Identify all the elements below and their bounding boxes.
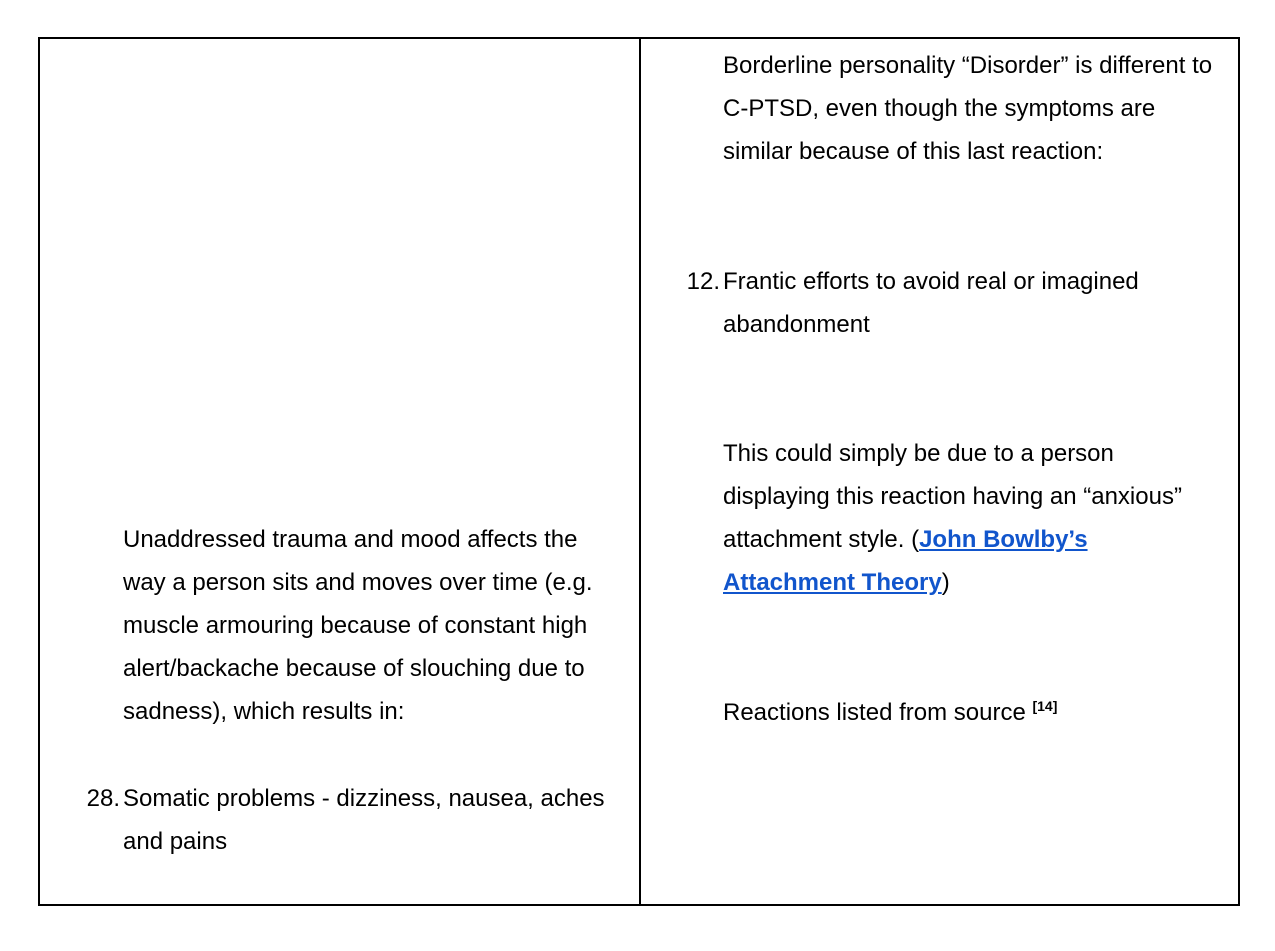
list-item-somatic-problems: Somatic problems - dizziness, nausea, aches and pains	[123, 785, 605, 855]
attachment-close-paren: )	[941, 569, 950, 596]
reference-superscript: [14]	[1032, 698, 1058, 714]
attachment-text: This could simply be due to a person displaying this reaction having an “anxious” attachment style. (	[723, 440, 1182, 553]
source-line-text: Reactions listed from source	[723, 699, 1033, 726]
list-item-number-28: 28.	[86, 785, 120, 812]
list-item-frantic-efforts: Frantic efforts to avoid real or imagined abandonment	[723, 268, 1139, 338]
right-cell-paragraph-borderline: Borderline personality “Disorder” is different to C-PTSD, even though the symptoms are similar because of this last reaction:	[723, 52, 1213, 165]
left-cell-paragraph: Unaddressed trauma and mood affects the way a person sits and moves over time (e.g. muscle armouring because of constant high alert/backache because of slouching due to sadness), which results in:	[123, 526, 593, 725]
source-line	[723, 691, 1223, 734]
column-divider	[639, 39, 641, 904]
bowlby-attachment-theory-link[interactable]: John Bowlby’s Attachment Theory	[723, 526, 1088, 596]
list-item-number-12: 12.	[686, 268, 720, 295]
right-cell-paragraph-attachment	[723, 432, 1223, 604]
